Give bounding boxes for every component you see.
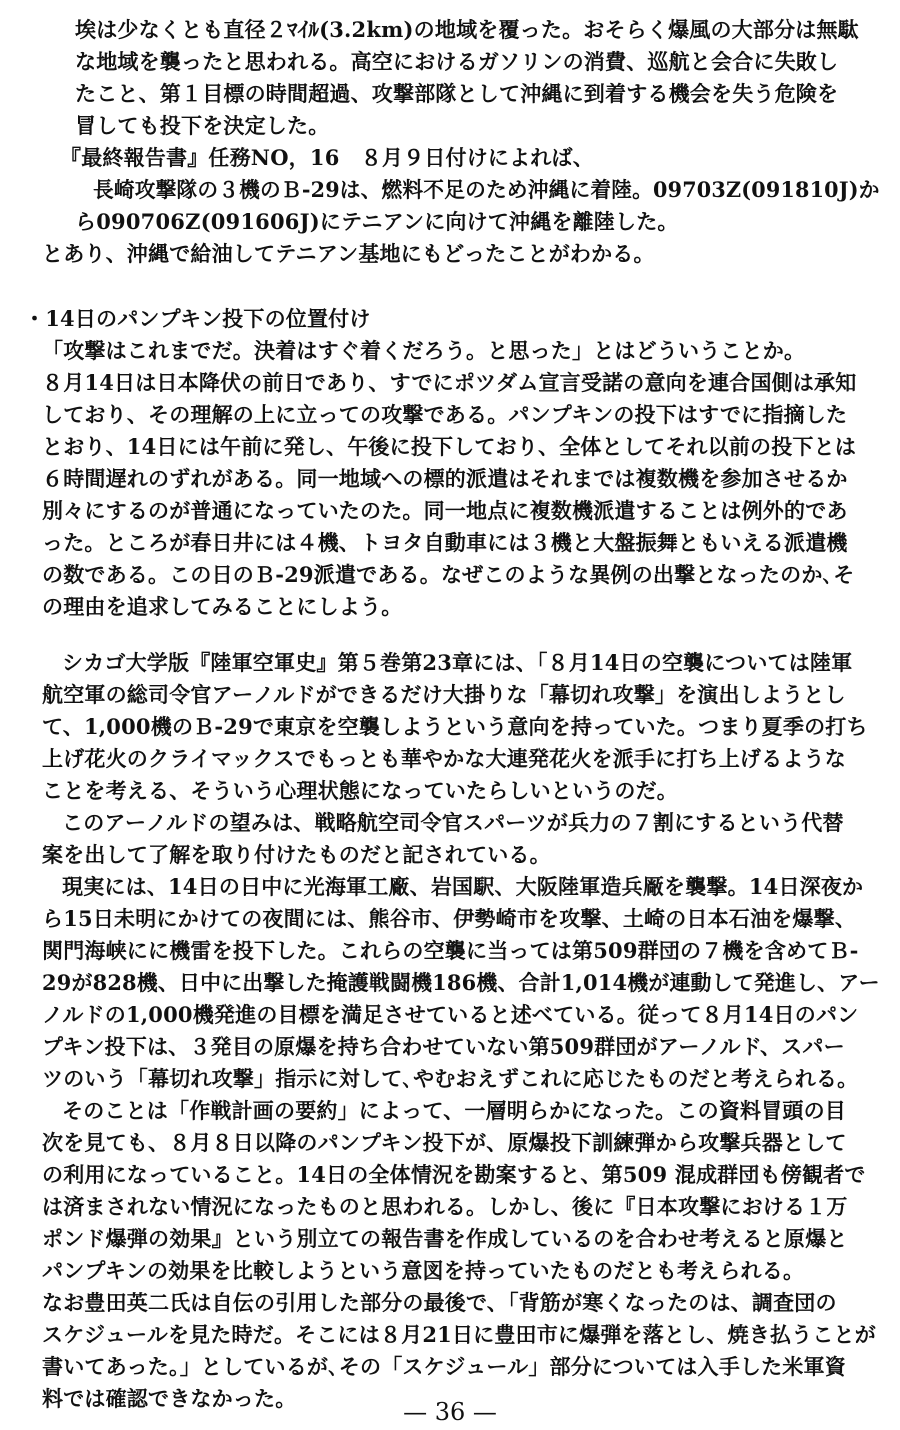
reality-para-line-5: ノルドの1,000機発進の目標を満足させていると述べている。従って８月14日のパン bbox=[42, 1002, 859, 1027]
plan-para-line-4: は済まされない情況になったものと思われる。しかし、後に『日本攻撃における１万 bbox=[42, 1194, 848, 1219]
block1-line-1: 埃は少なくとも直径２ﾏｲﾙ(3.2km)の地域を覆った。おそらく爆風の大部分は無駄 bbox=[75, 17, 859, 42]
section-para-line-2: ８月14日は日本降伏の前日であり、すでにポツダム宣言受諾の意向を連合国側は承知 bbox=[42, 370, 857, 395]
block1-line-4: 冒しても投下を決定した。 bbox=[75, 113, 330, 138]
quote-line-1: 長崎攻撃隊の３機のＢ-29は、燃料不足のため沖縄に着陸。09703Z(091810J)か bbox=[93, 177, 880, 202]
plan-para-line-2: 次を見ても、８月８日以降のパンプキン投下が、原爆投下訓練弾から攻撃兵器として bbox=[42, 1130, 847, 1155]
chicago-para-line-4: 上げ花火のクライマックスでもっとも華やかな大連発花火を派手に打ち上げるような bbox=[42, 746, 846, 771]
chicago-para-line-2: 航空軍の総司令官アーノルドができるだけ大掛りな「幕切れ攻撃」を演出しようとし bbox=[42, 682, 846, 707]
reality-para-line-3: 関門海峡にに機雷を投下した。これらの空襲に当っては第509群団の７機を含めてＢ- bbox=[42, 938, 859, 963]
section-heading: ・14日のパンプキン投下の位置付け bbox=[24, 306, 371, 331]
section-para-line-8: の数である。この日のＢ-29派遣である。なぜこのような異例の出撃となったのか､そ bbox=[42, 562, 855, 587]
chicago-para-line-1: シカゴ大学版『陸軍空軍史』第５巻第23章には、「８月14日の空襲については陸軍 bbox=[62, 650, 853, 675]
quote-line-2: ら090706Z(091606J)にテニアンに向けて沖縄を離陸した。 bbox=[75, 209, 679, 234]
arnold-para-line-2: 案を出して了解を取り付けたものだと記されている。 bbox=[42, 842, 551, 867]
section-para-line-5: ６時間遅れのずれがある。同一地域への標的派遣はそれまでは複数機を参加させるか bbox=[42, 466, 848, 491]
section-para-line-3: しており、その理解の上に立っての攻撃である。パンプキンの投下はすでに指摘した bbox=[42, 402, 848, 427]
section-para-line-7: った。ところが春日井には４機、トヨタ自動車には３機と大盤振舞ともいえる派遣機 bbox=[42, 530, 848, 555]
block1-line-2: な地域を襲ったと思われる。高空におけるガソリンの消費、巡航と会合に失敗し bbox=[75, 49, 839, 74]
plan-para-line-5: ポンド爆弾の効果』という別立ての報告書を作成しているのを合わせ考えると原爆と bbox=[42, 1226, 848, 1251]
block1-line-3: たこと、第１目標の時間超過、攻撃部隊として沖縄に到着する機会を失う危険を bbox=[75, 81, 839, 106]
chicago-para-line-3: て、1,000機のＢ-29で東京を空襲しようという意向を持っていた。つまり夏季の打ち bbox=[42, 714, 868, 739]
toyoda-para-line-1: なお豊田英二氏は自伝の引用した部分の最後で、「背筋が寒くなったのは、調査団の bbox=[42, 1290, 837, 1315]
reality-para-line-1: 現実には、14日の日中に光海軍工廠、岩国駅、大阪陸軍造兵厰を襲撃。14日深夜か bbox=[62, 874, 864, 899]
section-para-line-6: 別々にするのが普通になっていたのた。同一地点に複数機派遣することは例外的であ bbox=[42, 498, 848, 523]
report-reference: 『最終報告書』任務NO，16 ８月９日付けによれば、 bbox=[60, 145, 594, 170]
section-para-line-4: とおり、14日には午前に発し、午後に投下しており、全体としてそれ以前の投下とは bbox=[42, 434, 857, 459]
section-para-line-9: の理由を追求してみることにしよう。 bbox=[42, 594, 403, 619]
toyoda-para-line-2: スケジュールを見た時だ。そこには８月21日に豊田市に爆弾を落とし、焼き払うことが bbox=[42, 1322, 876, 1347]
arnold-para-line-1: このアーノルドの望みは、戦略航空司令官スパーツが兵力の７割にするという代替 bbox=[62, 810, 844, 835]
toyoda-para-line-4: 料では確認できなかった。 bbox=[42, 1386, 297, 1411]
page-number: — 36 — bbox=[403, 1398, 497, 1426]
conclusion-line: とあり、沖縄で給油してテニアン基地にもどったことがわかる。 bbox=[42, 241, 655, 266]
reality-para-line-4: 29が828機、日中に出撃した掩護戦闘機186機、合計1,014機が連動して発進し、アー bbox=[42, 970, 880, 995]
chicago-para-line-5: ことを考える、そういう心理状態になっていたらしいというのだ。 bbox=[42, 778, 678, 803]
plan-para-line-1: そのことは「作戦計画の要約」によって、一層明らかになった。この資料冒頭の目 bbox=[62, 1098, 846, 1123]
section-para-line-1: 「攻撃はこれまでだ。決着はすぐ着くだろう。と思った」とはどういうことか。 bbox=[42, 338, 806, 363]
plan-para-line-6: パンプキンの効果を比較しようという意図を持っていたものだとも考えられる。 bbox=[42, 1258, 805, 1283]
plan-para-line-3: の利用になっていること。14日の全体情況を勘案すると、第509 混成群団も傍観者で bbox=[42, 1162, 866, 1187]
reality-para-line-2: ら15日未明にかけての夜間には、熊谷市、伊勢崎市を攻撃、土崎の日本石油を爆撃、 bbox=[42, 906, 857, 931]
reality-para-line-7: ツのいう「幕切れ攻撃」指示に対して､やむおえずこれに応じたものだと考えられる。 bbox=[42, 1066, 859, 1091]
reality-para-line-6: プキン投下は、３発目の原爆を持ち合わせていない第509群団がアーノルド、スパー bbox=[42, 1034, 845, 1059]
toyoda-para-line-3: 書いてあった。」としているが､その「スケジュール」部分については入手した米軍資 bbox=[42, 1354, 846, 1379]
